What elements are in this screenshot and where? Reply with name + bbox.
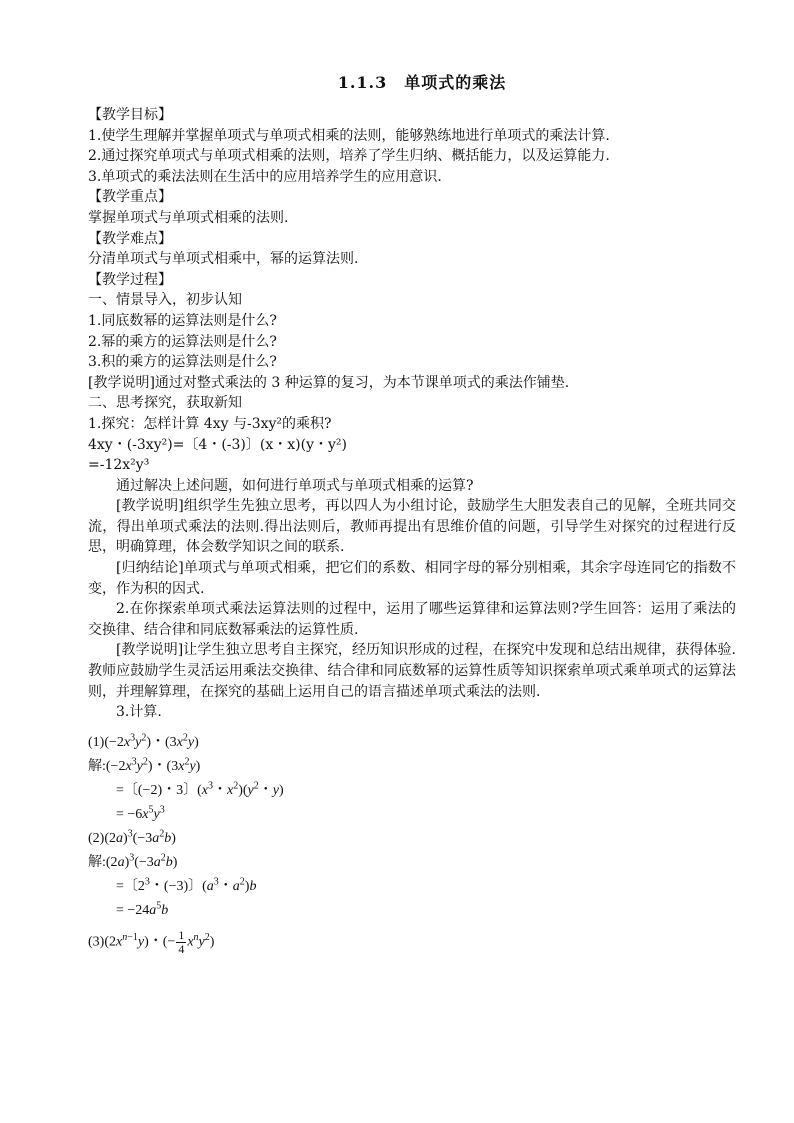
solution-2-line-2: =〔$2^3$・(−3)〕($a^3$・$a^2)b$ xyxy=(116,876,257,894)
conclusion-paragraph: [归纳结论]单项式与单项式相乘，把它们的系数、相同字母的幂分别相乘，其余字母连同它的指数不变，作为积的因式. xyxy=(88,560,736,597)
question-paragraph: 通过解决上述问题，如何进行单项式与单项式相乘的运算? xyxy=(116,477,474,494)
solution-1-line-3: = $-6x^5y^3$ xyxy=(116,804,165,822)
question-1: 1.同底数幂的运算法则是什么? xyxy=(88,312,277,329)
explore-equation-1: 4xy・(-3xy²)=〔4・(-3)〕(x・x)(y・y²) xyxy=(88,436,347,453)
teaching-note-3: [教学说明]让学生独立思考自主探究，经历知识形成的过程，在探究中发现和总结出规律，获得体验.教师应鼓励学生灵活运用乘法交换律、结合律和同底数幂的运算性质等知识探索单项式乘单项式的运算法则，并理解算理，在探究的基础上运用自己的语言描述单项式乘法的法则. xyxy=(88,642,736,700)
document-page xyxy=(88,70,736,956)
key-text: 掌握单项式与单项式相乘的法则. xyxy=(88,209,289,226)
difficulty-text: 分清单项式与单项式相乘中，幂的运算法则. xyxy=(88,251,359,268)
goal-header: 【教学目标】 xyxy=(88,107,172,123)
explore-2-paragraph: 2.在你探索单项式乘法运算法则的过程中，运用了哪些运算律和运算法则?学生回答：运用了乘法的交换律、结合律和同底数幂乘法的运算性质. xyxy=(88,601,736,638)
question-3: 3.积的乘方的运算法则是什么? xyxy=(88,354,277,371)
goal-3: 3.单项式的乘法法则在生活中的应用培养学生的应用意识. xyxy=(88,168,442,185)
solution-2-line-3: = $-24a^5b$ xyxy=(116,900,169,918)
solution-1-line-1: 解$:(-2x^3y^2)$・$(3x^2y)$ xyxy=(88,756,201,774)
solution-1-line-2: =〔(−2)・3〕($x^3$・$x^2)(y^2$・y) xyxy=(116,780,284,798)
question-2: 2.幂的乘方的运算法则是什么? xyxy=(88,333,277,350)
part1-title: 一、情景导入，初步认知 xyxy=(88,292,242,309)
goal-2: 2.通过探究单项式与单项式相乘的法则，培养了学生归纳、概括能力，以及运算能力. xyxy=(88,148,610,165)
page-title: 1.1.3 单项式的乘法 xyxy=(337,73,507,92)
part2-title: 二、思考探究，获取新知 xyxy=(88,395,242,412)
calc-header: 3.计算. xyxy=(116,704,162,721)
solution-2-line-1: 解$:(2a)^3(-3a^2b)$ xyxy=(88,852,178,870)
fraction: $\frac{1}{4}$ xyxy=(178,927,185,956)
goal-1: 1.使学生理解并掌握单项式与单项式相乘的法则，能够熟练地进行单项式的乘法计算. xyxy=(88,127,610,144)
key-header: 【教学重点】 xyxy=(88,189,172,206)
teaching-note-2: [教学说明]组织学生先独立思考，再以四人为小组讨论，鼓励学生大胆发表自己的见解，全班共同交流，得出单项式乘法的法则.得出法则后，教师再提出有思维价值的问题，引导学生对探究的过程进行反思，明确算理，体会数学知识之间的联系. xyxy=(88,498,736,556)
difficulty-header: 【教学难点】 xyxy=(88,230,172,247)
problem-3: $(3)(2x^{n-1}y)$・(− $\frac{1}{4}$ $x^ny^2$) xyxy=(88,927,215,956)
teaching-note-1: [教学说明]通过对整式乘法的 3 种运算的复习，为本节课单项式的乘法作铺垫. xyxy=(88,374,570,391)
calc-block xyxy=(88,731,736,956)
process-header: 【教学过程】 xyxy=(88,271,172,288)
problem-1: $(1)(-2x^3y^2)$・$(3x^2y)$ xyxy=(88,732,199,750)
explore-equation-2: =-12x²y³ xyxy=(88,457,150,474)
problem-2: $(2)(2a)^3(-3a^2b)$ xyxy=(88,828,176,846)
explore-1: 1.探究：怎样计算 4xy 与-3xy²的乘积? xyxy=(88,415,332,432)
